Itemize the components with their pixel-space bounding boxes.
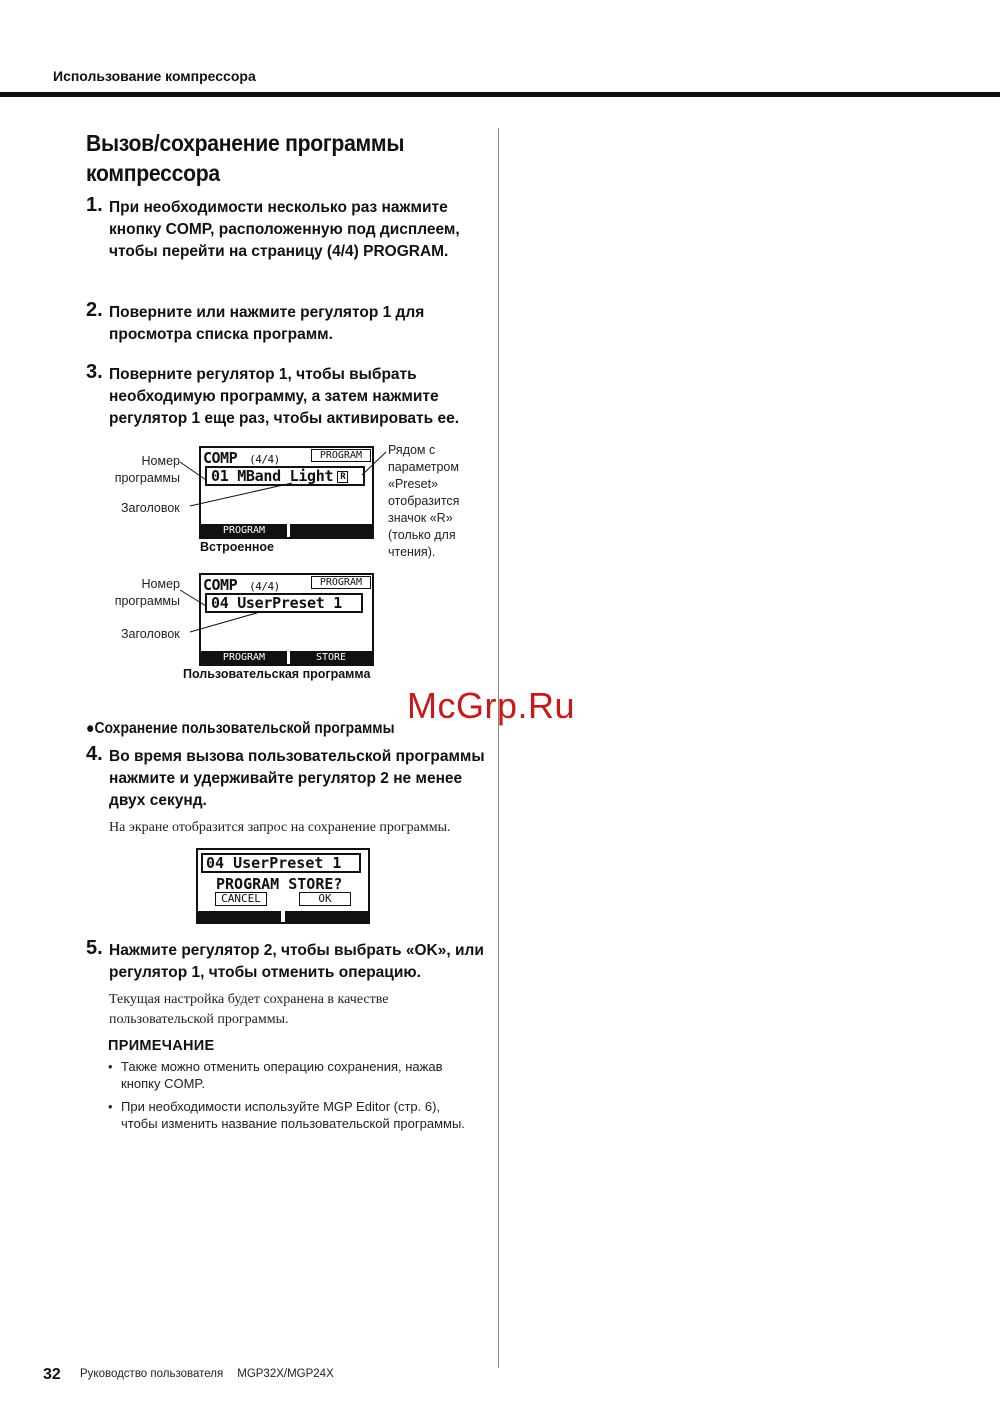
step-text: Во время вызова пользовательской программы нажмите и удерживайте регулятор 2 не менее двух секунд. — [109, 748, 485, 809]
running-header: Использование компрессора — [53, 68, 256, 84]
store-prompt: PROGRAM STORE? — [216, 875, 343, 893]
program-number: 01 — [211, 467, 229, 485]
read-only-r-icon: R — [337, 471, 348, 483]
footer-model: MGP32X/MGP24X — [237, 1368, 334, 1380]
program-name: UserPreset 1 — [233, 854, 342, 872]
lcd-title: COMP — [203, 576, 238, 594]
step-number: 3. — [86, 361, 103, 383]
program-name: UserPreset 1 — [237, 594, 342, 612]
program-name: MBand Light — [237, 467, 334, 485]
label-line: чтения). — [388, 545, 436, 559]
bullet-icon: • — [108, 1059, 113, 1074]
subsection-heading — [86, 720, 395, 738]
section-title-line1: Вызов/сохранение программы — [86, 130, 405, 156]
lcd-tab-program: PROGRAM — [311, 449, 371, 462]
step-number: 2. — [86, 299, 103, 321]
lcd-page: (4/4) — [249, 580, 280, 593]
lcd-fkey-left — [198, 911, 281, 922]
lcd-display-store — [196, 848, 370, 924]
callout-line-title — [190, 483, 292, 506]
label-title: Заголовок — [121, 501, 180, 515]
step-subtext: Текущая настройка будет сохранена в качестве пользовательской программы. — [109, 992, 389, 1027]
label-line: «Preset» — [388, 477, 439, 491]
caption-user: Пользовательская программа — [183, 667, 371, 681]
label-line: Номер — [141, 454, 180, 468]
label-line: программы — [114, 594, 180, 608]
section-title-line2: компрессора — [86, 160, 220, 186]
lcd-cancel-button: CANCEL — [215, 892, 267, 906]
callout-line-number — [180, 590, 206, 606]
step-text: Нажмите регулятор 2, чтобы выбрать «OK», или регулятор 1, чтобы отменить операцию. — [109, 942, 484, 981]
step-subtext: На экране отобразится запрос на сохранение программы. — [109, 820, 451, 835]
lcd-title: COMP — [203, 449, 238, 467]
label-line: (только для — [388, 528, 456, 542]
lcd-ok-button: OK — [299, 892, 351, 906]
step-text: Поверните регулятор 1, чтобы выбрать необходимую программу, а затем нажмите регулятор 1 еще раз, чтобы активировать ее. — [109, 366, 460, 427]
step-5 — [86, 937, 486, 1030]
step-4 — [86, 743, 486, 838]
label-line: Номер — [141, 577, 180, 591]
label-line: параметром — [388, 460, 459, 474]
callout-line-number — [180, 462, 206, 480]
program-number: 04 — [206, 854, 225, 872]
program-number: 04 — [211, 594, 229, 612]
label-title: Заголовок — [121, 627, 180, 641]
footer-guide: Руководство пользователя — [80, 1368, 224, 1380]
bullet-icon: • — [108, 1099, 113, 1114]
footer-text — [80, 1368, 334, 1380]
step-text: Поверните или нажмите регулятор 1 для просмотра списка программ. — [109, 304, 425, 343]
step-number: 5. — [86, 937, 103, 959]
note-item — [108, 1098, 478, 1132]
bullet-icon: ● — [86, 720, 95, 737]
lcd-fkey-right — [285, 911, 368, 922]
lcd-page: (4/4) — [249, 453, 280, 466]
watermark: McGrp.Ru — [407, 685, 576, 726]
label-line: Рядом с — [388, 443, 436, 457]
step-number: 4. — [86, 743, 103, 765]
lcd-program-box — [201, 853, 361, 873]
note-item — [108, 1058, 478, 1092]
note-text: При необходимости используйте MGP Editor (стр. 6), чтобы изменить название пользовательской программы. — [121, 1099, 465, 1131]
note-text: Также можно отменить операцию сохранения, нажав кнопку COMP. — [121, 1059, 443, 1091]
step-text: При необходимости несколько раз нажмите кнопку COMP, расположенную под дисплеем, чтобы перейти на страницу (4/4) PROGRAM. — [109, 199, 460, 260]
page-number: 32 — [43, 1366, 61, 1383]
label-line: отобразится — [388, 494, 460, 508]
step-number: 1. — [86, 194, 103, 216]
label-line: значок «R» — [388, 511, 453, 525]
label-line: программы — [114, 471, 180, 485]
lcd-fkey-program: PROGRAM — [201, 524, 287, 537]
note-heading: ПРИМЕЧАНИЕ — [108, 1038, 215, 1054]
subsection-heading-text: Сохранение пользовательской программы — [94, 720, 395, 737]
callout-line-preset — [362, 452, 386, 475]
callout-line-title — [190, 612, 260, 632]
lcd-fkey-program: PROGRAM — [201, 651, 287, 664]
lcd-fkey-store: STORE — [290, 651, 372, 664]
lcd-tab-program: PROGRAM — [311, 576, 371, 589]
caption-preset: Встроенное — [200, 540, 275, 554]
